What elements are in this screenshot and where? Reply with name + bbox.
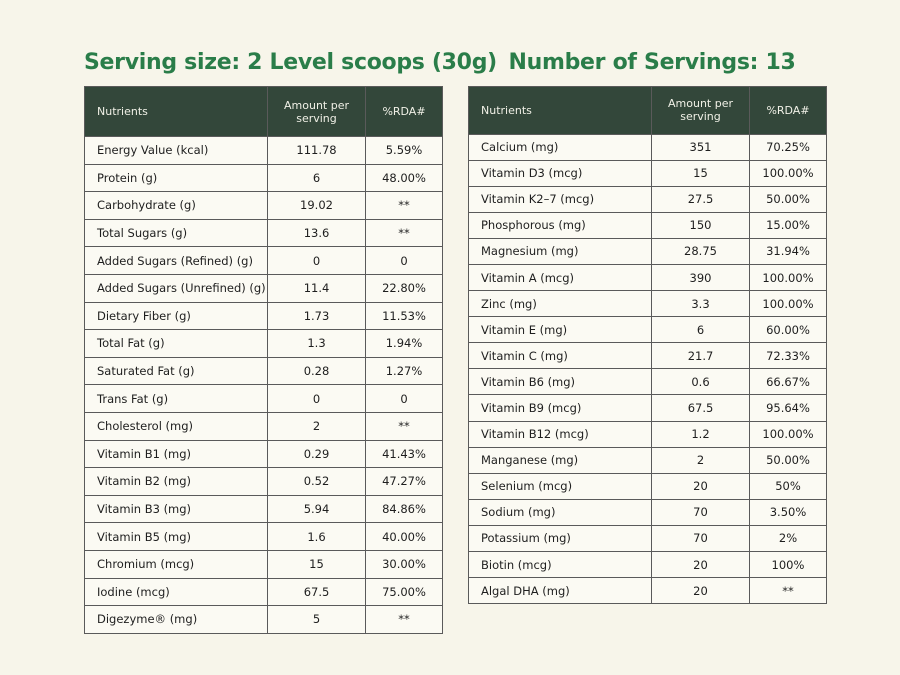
amount-cell: 2 — [652, 447, 750, 473]
rda-cell: 66.67% — [750, 369, 827, 395]
nutrient-name-cell: Vitamin B9 (mcg) — [469, 395, 652, 421]
table-row — [85, 192, 443, 220]
serving-size-title: Serving size: 2 Level scoops (30g) — [84, 50, 497, 75]
amount-cell: 11.4 — [268, 274, 366, 302]
rda-cell: 100.00% — [750, 264, 827, 290]
nutrient-name-cell: Vitamin A (mcg) — [469, 264, 652, 290]
amount-cell: 6 — [652, 317, 750, 343]
rda-cell: 72.33% — [750, 343, 827, 369]
nutrition-table-right — [468, 86, 827, 605]
table-row — [85, 606, 443, 634]
table-row — [85, 412, 443, 440]
amount-cell: 15 — [268, 550, 366, 578]
table-row — [469, 552, 827, 578]
table-row — [469, 525, 827, 551]
rda-cell: 22.80% — [366, 274, 443, 302]
amount-cell: 27.5 — [652, 186, 750, 212]
table-row — [85, 578, 443, 606]
table-row — [469, 473, 827, 499]
rda-cell: 1.27% — [366, 357, 443, 385]
table-row — [469, 578, 827, 604]
nutrient-name-cell: Magnesium (mg) — [469, 238, 652, 264]
amount-cell: 0 — [268, 247, 366, 275]
table-row — [469, 447, 827, 473]
amount-cell: 0 — [268, 385, 366, 413]
nutrition-table-left-body — [85, 137, 443, 634]
table-row — [469, 369, 827, 395]
nutrient-name-cell: Biotin (mcg) — [469, 552, 652, 578]
amount-cell: 6 — [268, 164, 366, 192]
rda-cell: 50.00% — [750, 447, 827, 473]
rda-cell: ** — [366, 412, 443, 440]
rda-cell: 100.00% — [750, 291, 827, 317]
nutrient-name-cell: Vitamin B5 (mg) — [85, 523, 268, 551]
rda-cell: 2% — [750, 525, 827, 551]
nutrient-name-cell: Protein (g) — [85, 164, 268, 192]
rda-cell: 1.94% — [366, 330, 443, 358]
nutrient-name-cell: Manganese (mg) — [469, 447, 652, 473]
rda-cell: 95.64% — [750, 395, 827, 421]
nutrient-name-cell: Vitamin D3 (mcg) — [469, 160, 652, 186]
amount-cell: 13.6 — [268, 219, 366, 247]
amount-cell: 150 — [652, 212, 750, 238]
nutrient-name-cell: Vitamin B1 (mg) — [85, 440, 268, 468]
rda-cell: 5.59% — [366, 137, 443, 165]
rda-cell: 60.00% — [750, 317, 827, 343]
amount-cell: 67.5 — [268, 578, 366, 606]
table-row — [85, 302, 443, 330]
nutrient-name-cell: Calcium (mg) — [469, 134, 652, 160]
amount-cell: 0.28 — [268, 357, 366, 385]
table-row — [469, 291, 827, 317]
amount-cell: 111.78 — [268, 137, 366, 165]
rda-cell: 47.27% — [366, 468, 443, 496]
nutrient-name-cell: Vitamin B6 (mg) — [469, 369, 652, 395]
table-row — [469, 212, 827, 238]
table-row — [469, 499, 827, 525]
amount-cell: 0.6 — [652, 369, 750, 395]
amount-cell: 15 — [652, 160, 750, 186]
nutrient-name-cell: Vitamin K2–7 (mcg) — [469, 186, 652, 212]
amount-cell: 351 — [652, 134, 750, 160]
rda-cell: 11.53% — [366, 302, 443, 330]
amount-cell: 1.73 — [268, 302, 366, 330]
table-header-row — [85, 87, 443, 137]
rda-cell: ** — [366, 219, 443, 247]
amount-cell: 1.6 — [268, 523, 366, 551]
amount-cell: 390 — [652, 264, 750, 290]
rda-cell: 41.43% — [366, 440, 443, 468]
amount-cell: 21.7 — [652, 343, 750, 369]
amount-cell: 28.75 — [652, 238, 750, 264]
amount-cell: 19.02 — [268, 192, 366, 220]
table-row — [469, 160, 827, 186]
nutrient-name-cell: Sodium (mg) — [469, 499, 652, 525]
amount-cell: 20 — [652, 552, 750, 578]
nutrient-name-cell: Dietary Fiber (g) — [85, 302, 268, 330]
rda-cell: 3.50% — [750, 499, 827, 525]
nutrient-name-cell: Added Sugars (Unrefined) (g) — [85, 274, 268, 302]
rda-cell: 0 — [366, 247, 443, 275]
nutrient-name-cell: Trans Fat (g) — [85, 385, 268, 413]
nutrient-name-cell: Vitamin C (mg) — [469, 343, 652, 369]
table-row — [85, 247, 443, 275]
table-row — [469, 134, 827, 160]
table-row — [469, 317, 827, 343]
nutrition-table-left — [84, 86, 443, 634]
header-amount-per-serving: Amount per serving — [652, 86, 750, 134]
nutrient-name-cell: Vitamin B12 (mcg) — [469, 421, 652, 447]
amount-cell: 67.5 — [652, 395, 750, 421]
nutrient-name-cell: Total Sugars (g) — [85, 219, 268, 247]
table-row — [85, 330, 443, 358]
header-rda: %RDA# — [366, 87, 443, 137]
table-row — [469, 264, 827, 290]
table-row — [85, 495, 443, 523]
table-row — [85, 357, 443, 385]
table-row — [85, 219, 443, 247]
header-nutrients: Nutrients — [469, 86, 652, 134]
serving-size-panel — [84, 50, 497, 634]
nutrient-name-cell: Algal DHA (mg) — [469, 578, 652, 604]
amount-cell: 70 — [652, 525, 750, 551]
rda-cell: 50.00% — [750, 186, 827, 212]
rda-cell: 40.00% — [366, 523, 443, 551]
rda-cell: 15.00% — [750, 212, 827, 238]
nutrient-name-cell: Phosphorous (mg) — [469, 212, 652, 238]
table-row — [85, 440, 443, 468]
table-row — [469, 186, 827, 212]
rda-cell: 75.00% — [366, 578, 443, 606]
table-row — [469, 343, 827, 369]
table-row — [469, 395, 827, 421]
header-nutrients: Nutrients — [85, 87, 268, 137]
nutrient-name-cell: Zinc (mg) — [469, 291, 652, 317]
nutrient-name-cell: Energy Value (kcal) — [85, 137, 268, 165]
rda-cell: ** — [750, 578, 827, 604]
rda-cell: ** — [366, 192, 443, 220]
amount-cell: 20 — [652, 473, 750, 499]
rda-cell: 100.00% — [750, 421, 827, 447]
table-row — [469, 421, 827, 447]
amount-cell: 70 — [652, 499, 750, 525]
table-row — [85, 550, 443, 578]
nutrition-table-right-body — [469, 134, 827, 604]
nutrient-name-cell: Total Fat (g) — [85, 330, 268, 358]
rda-cell: 0 — [366, 385, 443, 413]
table-row — [85, 385, 443, 413]
rda-cell: 84.86% — [366, 495, 443, 523]
nutrient-name-cell: Saturated Fat (g) — [85, 357, 268, 385]
table-row — [85, 468, 443, 496]
header-rda: %RDA# — [750, 86, 827, 134]
rda-cell: 100% — [750, 552, 827, 578]
nutrient-name-cell: Chromium (mcg) — [85, 550, 268, 578]
table-row — [85, 523, 443, 551]
rda-cell: 100.00% — [750, 160, 827, 186]
nutrient-name-cell: Iodine (mcg) — [85, 578, 268, 606]
rda-cell: 50% — [750, 473, 827, 499]
servings-count-title: Number of Servings: 13 — [508, 50, 796, 75]
nutrient-name-cell: Cholesterol (mg) — [85, 412, 268, 440]
rda-cell: 70.25% — [750, 134, 827, 160]
amount-cell: 1.3 — [268, 330, 366, 358]
table-row — [85, 137, 443, 165]
table-row — [85, 274, 443, 302]
servings-count-panel — [468, 50, 826, 604]
rda-cell: 31.94% — [750, 238, 827, 264]
table-row — [469, 238, 827, 264]
nutrient-name-cell: Vitamin E (mg) — [469, 317, 652, 343]
header-amount-per-serving: Amount per serving — [268, 87, 366, 137]
rda-cell: 30.00% — [366, 550, 443, 578]
nutrient-name-cell: Digezyme® (mg) — [85, 606, 268, 634]
amount-cell: 5.94 — [268, 495, 366, 523]
table-header-row — [469, 86, 827, 134]
amount-cell: 0.52 — [268, 468, 366, 496]
table-row — [85, 164, 443, 192]
amount-cell: 5 — [268, 606, 366, 634]
amount-cell: 20 — [652, 578, 750, 604]
nutrient-name-cell: Potassium (mg) — [469, 525, 652, 551]
amount-cell: 3.3 — [652, 291, 750, 317]
nutrient-name-cell: Vitamin B3 (mg) — [85, 495, 268, 523]
amount-cell: 2 — [268, 412, 366, 440]
nutrient-name-cell: Vitamin B2 (mg) — [85, 468, 268, 496]
amount-cell: 1.2 — [652, 421, 750, 447]
amount-cell: 0.29 — [268, 440, 366, 468]
rda-cell: 48.00% — [366, 164, 443, 192]
nutrient-name-cell: Carbohydrate (g) — [85, 192, 268, 220]
rda-cell: ** — [366, 606, 443, 634]
nutrient-name-cell: Selenium (mcg) — [469, 473, 652, 499]
nutrient-name-cell: Added Sugars (Refined) (g) — [85, 247, 268, 275]
